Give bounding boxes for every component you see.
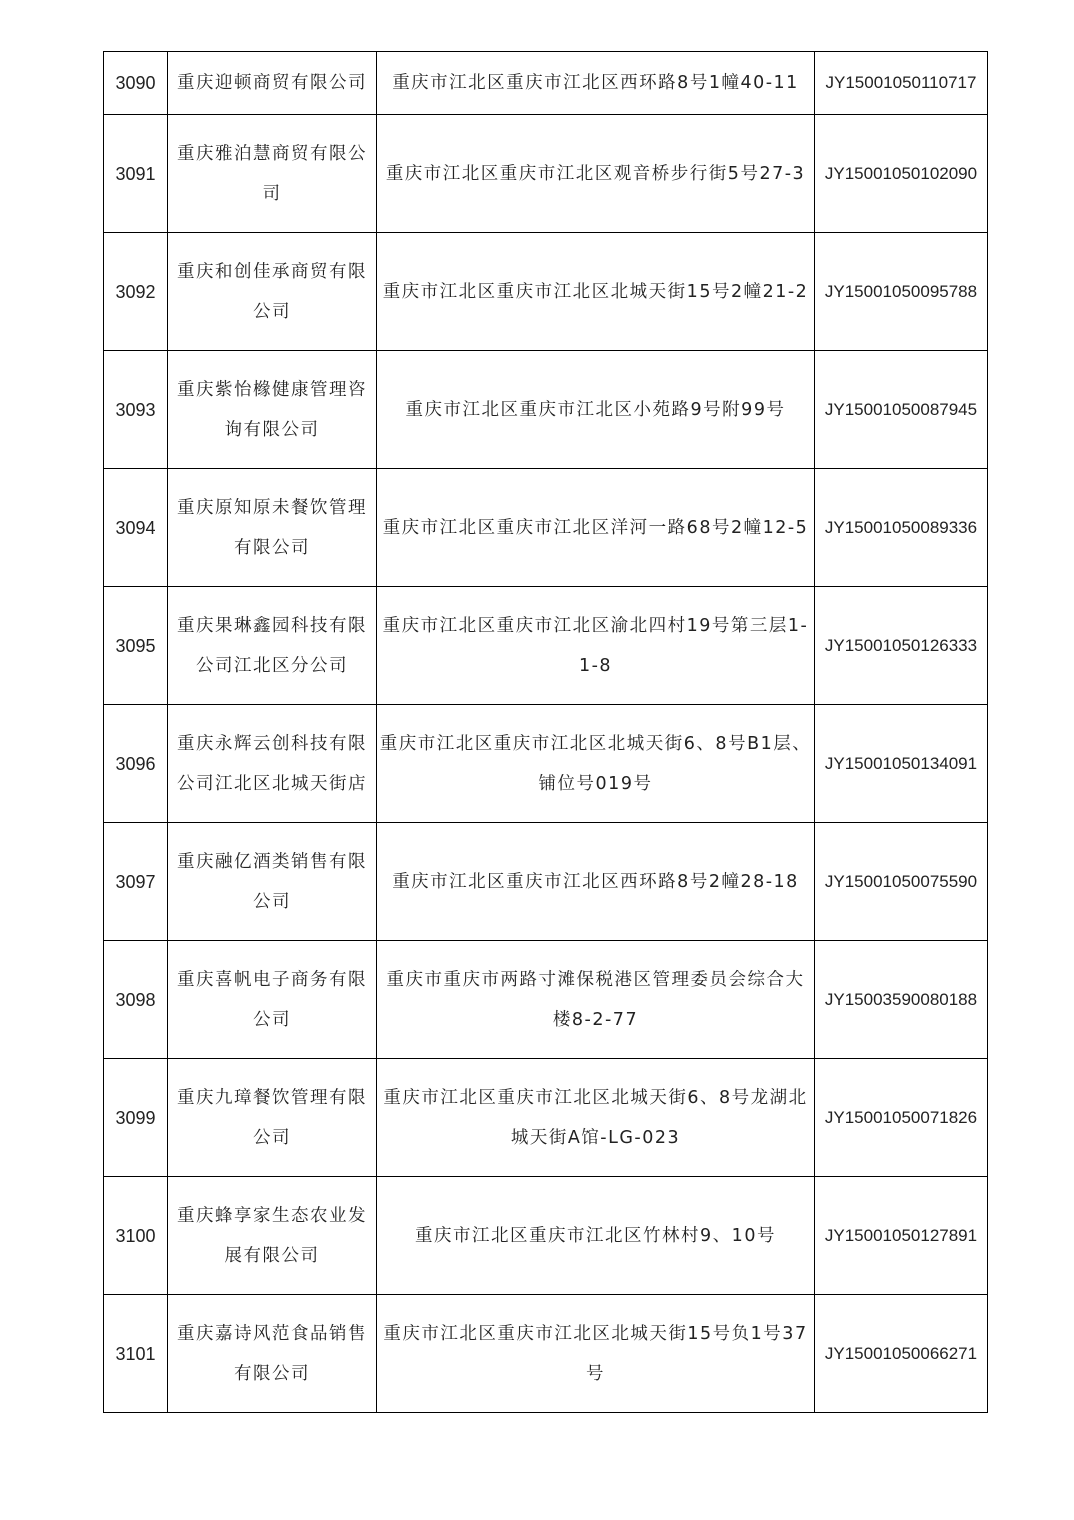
table-row	[104, 823, 988, 941]
company-address: 重庆市江北区重庆市江北区北城天街15号2幢21-2	[377, 233, 815, 351]
table-body	[104, 52, 988, 1413]
row-number: 3094	[104, 469, 168, 587]
company-address: 重庆市江北区重庆市江北区北城天街6、8号龙湖北城天街A馆-LG-023	[377, 1059, 815, 1177]
license-number: JY15001050126333	[815, 587, 988, 705]
license-number: JY15001050134091	[815, 705, 988, 823]
row-number: 3093	[104, 351, 168, 469]
row-number: 3090	[104, 52, 168, 115]
table-row	[104, 233, 988, 351]
table-row	[104, 52, 988, 115]
row-number: 3092	[104, 233, 168, 351]
license-number: JY15001050110717	[815, 52, 988, 115]
company-address: 重庆市江北区重庆市江北区渝北四村19号第三层1-1-8	[377, 587, 815, 705]
company-address: 重庆市江北区重庆市江北区西环路8号2幢28-18	[377, 823, 815, 941]
company-name: 重庆喜帆电子商务有限公司	[168, 941, 377, 1059]
row-number: 3101	[104, 1295, 168, 1413]
company-address: 重庆市江北区重庆市江北区西环路8号1幢40-11	[377, 52, 815, 115]
license-number: JY15001050127891	[815, 1177, 988, 1295]
table-row	[104, 351, 988, 469]
company-name: 重庆果琳鑫园科技有限公司江北区分公司	[168, 587, 377, 705]
row-number: 3098	[104, 941, 168, 1059]
company-address: 重庆市江北区重庆市江北区观音桥步行街5号27-3	[377, 115, 815, 233]
table-row	[104, 469, 988, 587]
company-name: 重庆嘉诗风范食品销售有限公司	[168, 1295, 377, 1413]
company-name: 重庆迎顿商贸有限公司	[168, 52, 377, 115]
table-row	[104, 1059, 988, 1177]
table-row	[104, 1177, 988, 1295]
company-address: 重庆市重庆市两路寸滩保税港区管理委员会综合大楼8-2-77	[377, 941, 815, 1059]
company-name: 重庆原知原未餐饮管理有限公司	[168, 469, 377, 587]
row-number: 3099	[104, 1059, 168, 1177]
company-address: 重庆市江北区重庆市江北区洋河一路68号2幢12-5	[377, 469, 815, 587]
table-row	[104, 587, 988, 705]
row-number: 3100	[104, 1177, 168, 1295]
license-number: JY15001050071826	[815, 1059, 988, 1177]
license-number: JY15001050087945	[815, 351, 988, 469]
table-row	[104, 1295, 988, 1413]
company-address: 重庆市江北区重庆市江北区北城天街6、8号B1层、铺位号019号	[377, 705, 815, 823]
company-address: 重庆市江北区重庆市江北区北城天街15号负1号37号	[377, 1295, 815, 1413]
company-name: 重庆蜂享家生态农业发展有限公司	[168, 1177, 377, 1295]
company-name: 重庆融亿酒类销售有限公司	[168, 823, 377, 941]
table-row	[104, 941, 988, 1059]
license-number: JY15003590080188	[815, 941, 988, 1059]
row-number: 3091	[104, 115, 168, 233]
license-table	[103, 51, 988, 1413]
row-number: 3096	[104, 705, 168, 823]
table-row	[104, 115, 988, 233]
company-name: 重庆永辉云创科技有限公司江北区北城天街店	[168, 705, 377, 823]
table-row	[104, 705, 988, 823]
company-name: 重庆紫怡橼健康管理咨询有限公司	[168, 351, 377, 469]
row-number: 3097	[104, 823, 168, 941]
company-name: 重庆九璋餐饮管理有限公司	[168, 1059, 377, 1177]
license-number: JY15001050102090	[815, 115, 988, 233]
row-number: 3095	[104, 587, 168, 705]
license-number: JY15001050066271	[815, 1295, 988, 1413]
license-number: JY15001050095788	[815, 233, 988, 351]
company-address: 重庆市江北区重庆市江北区竹林村9、10号	[377, 1177, 815, 1295]
company-address: 重庆市江北区重庆市江北区小苑路9号附99号	[377, 351, 815, 469]
license-number: JY15001050089336	[815, 469, 988, 587]
company-name: 重庆雅泊慧商贸有限公司	[168, 115, 377, 233]
company-name: 重庆和创佳承商贸有限公司	[168, 233, 377, 351]
license-number: JY15001050075590	[815, 823, 988, 941]
